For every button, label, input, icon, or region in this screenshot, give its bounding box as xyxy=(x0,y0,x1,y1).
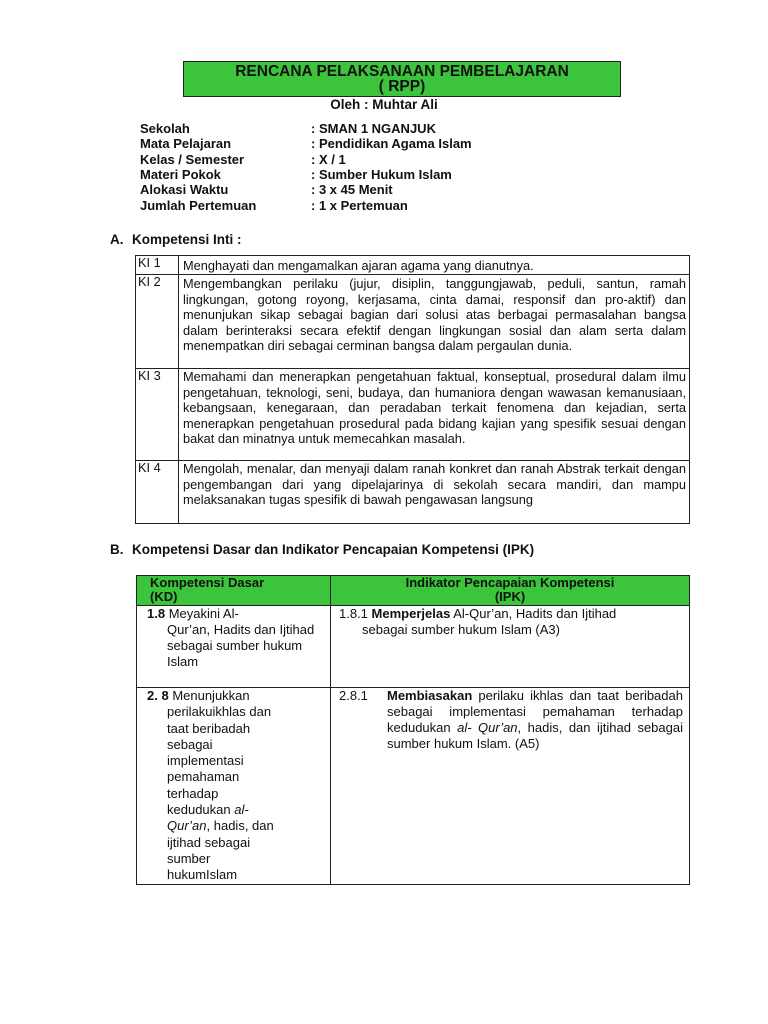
info-value: : 1 x Pertemuan xyxy=(311,198,408,213)
ipk-verb: Membiasakan xyxy=(387,688,473,703)
ki-row xyxy=(136,369,690,461)
ipk-verb: Memperjelas xyxy=(371,606,451,621)
kd-line: ijtihad sebagai xyxy=(167,834,251,850)
ipk-header-line-1: Indikator Pencapaian Kompetensi xyxy=(405,575,615,590)
author-line: Oleh : Muhtar Ali xyxy=(330,97,438,112)
ki-text: Memahami dan menerapkan pengetahuan faktual, konseptual, prosedural dalam ilmu pengetahuan, teknologi, seni, budaya, dan humaniora dengan wawasan kemanusiaan, kebangsaan, kenegaraan, dan peradaban terkait fenomena dan kejadian, serta menerapkan pengetahuan prosedural pada bidang kajian yang spesifik sesuai dengan bakat dan minatnya untuk memecahkan masalah. xyxy=(179,369,690,461)
table-row xyxy=(137,688,690,885)
kd-header-line-2: (KD) xyxy=(150,589,178,604)
ki-text: Menghayati dan mengamalkan ajaran agama yang dianutnya. xyxy=(179,256,690,275)
kd-line: sebagai xyxy=(167,736,213,752)
kd-text-rest: Qur’an, Hadits dan Ijtihad sebagai sumber hukum Islam xyxy=(167,622,315,669)
kd-text-quran: Qur’an, hadis, dan xyxy=(167,818,274,834)
ki-row xyxy=(136,256,690,275)
kompetensi-inti-table xyxy=(135,255,690,524)
ki-text: Mengolah, menalar, dan menyaji dalam ranah konkret dan ranah Abstrak terkait dengan pengembangan dari yang dipelajarinya di sekolah secara mandiri, dan mampu melaksanakan tugas spesifik di bawah pengawasan langsung xyxy=(179,461,690,524)
kd-header-line-1: Kompetensi Dasar xyxy=(150,575,265,590)
title-line-2: ( RPP) xyxy=(378,78,426,95)
section-b-heading xyxy=(110,542,534,557)
kd-line: hukumIslam xyxy=(167,867,238,883)
kd-line: implementasi xyxy=(167,753,244,769)
ki-row xyxy=(136,275,690,369)
info-value: : SMAN 1 NGANJUK xyxy=(311,121,436,136)
kd-cell xyxy=(137,688,331,885)
section-a-title: Kompetensi Inti : xyxy=(132,232,242,247)
kd-text-first: Menunjukkan xyxy=(172,688,250,703)
info-label: Mata Pelajaran xyxy=(140,136,232,151)
section-a-letter: A. xyxy=(110,232,124,247)
ki-code: KI 4 xyxy=(136,461,179,524)
info-label: Materi Pokok xyxy=(140,167,221,182)
info-value: : Sumber Hukum Islam xyxy=(311,167,452,182)
kd-line: pemahaman xyxy=(167,769,240,785)
ki-text: Mengembangkan perilaku (jujur, disiplin, tanggungjawab, peduli, santun, ramah lingkungan, gotong royong, kerjasama, cinta damai, responsif dan pro-aktif) dan menunjukan sikap sebagai bagian dari solusi atas berbagai permasalahan bangsa dalam berinteraksi secara efektif dengan lingkungan sosial dan alam serta dalam menempatkan diri sebagai cerminan bangsa dalam pergaulan dunia. xyxy=(179,275,690,369)
info-label: Sekolah xyxy=(140,121,190,136)
kd-header xyxy=(137,576,331,606)
ki-code: KI 1 xyxy=(136,256,179,275)
kd-text-lines xyxy=(147,704,324,802)
section-b-letter: B. xyxy=(110,542,124,557)
ipk-number: 1.8.1 xyxy=(339,606,368,621)
section-a-heading xyxy=(110,232,242,247)
kd-number: 2. 8 xyxy=(147,688,169,703)
info-label: Kelas / Semester xyxy=(140,152,245,167)
ki-code: KI 2 xyxy=(136,275,179,369)
kd-line: terhadap xyxy=(167,785,219,801)
ipk-cell xyxy=(331,606,690,688)
info-label: Alokasi Waktu xyxy=(140,182,229,197)
ipk-number: 2.8.1 xyxy=(339,688,368,703)
ipk-text-rest: sebagai sumber hukum Islam (A3) xyxy=(362,622,560,637)
kd-table-header xyxy=(137,576,690,606)
ipk-header xyxy=(331,576,690,606)
info-label: Jumlah Pertemuan xyxy=(140,198,257,213)
kd-cell xyxy=(137,606,331,688)
section-b-title: Kompetensi Dasar dan Indikator Pencapaian Kompetensi (IPK) xyxy=(132,542,535,557)
document-title-box xyxy=(183,61,621,97)
ki-row xyxy=(136,461,690,524)
kd-line: perilakuikhlas dan xyxy=(167,704,272,720)
kd-line: taat beribadah xyxy=(167,720,251,736)
kd-text-kedudukan: kedudukan al- xyxy=(167,802,249,818)
ipk-text: Membiasakan perilaku ikhlas dan taat beribadah sebagai implementasi pemahaman terhadap kedudukan al- Qur’an, hadis, dan ijtihad sebagai sumber hukum Islam. (A5) xyxy=(387,688,683,751)
kd-line: sumber xyxy=(167,850,211,866)
kd-text-tail xyxy=(147,835,324,884)
title-line-1: RENCANA PELAKSANAAN PEMBELAJARAN xyxy=(235,63,569,80)
kd-number: 1.8 xyxy=(147,606,166,621)
info-value: : X / 1 xyxy=(311,152,346,167)
ki-code: KI 3 xyxy=(136,369,179,461)
info-value: : Pendidikan Agama Islam xyxy=(311,136,472,151)
table-row xyxy=(137,606,690,688)
ipk-header-line-2: (IPK) xyxy=(494,589,526,604)
kd-ipk-table xyxy=(136,575,690,885)
ipk-cell xyxy=(331,688,690,885)
kd-text-first: Meyakini Al- xyxy=(168,606,239,621)
info-value: : 3 x 45 Menit xyxy=(311,182,393,197)
ipk-text-first: Al-Qur’an, Hadits dan Ijtihad xyxy=(453,606,617,621)
